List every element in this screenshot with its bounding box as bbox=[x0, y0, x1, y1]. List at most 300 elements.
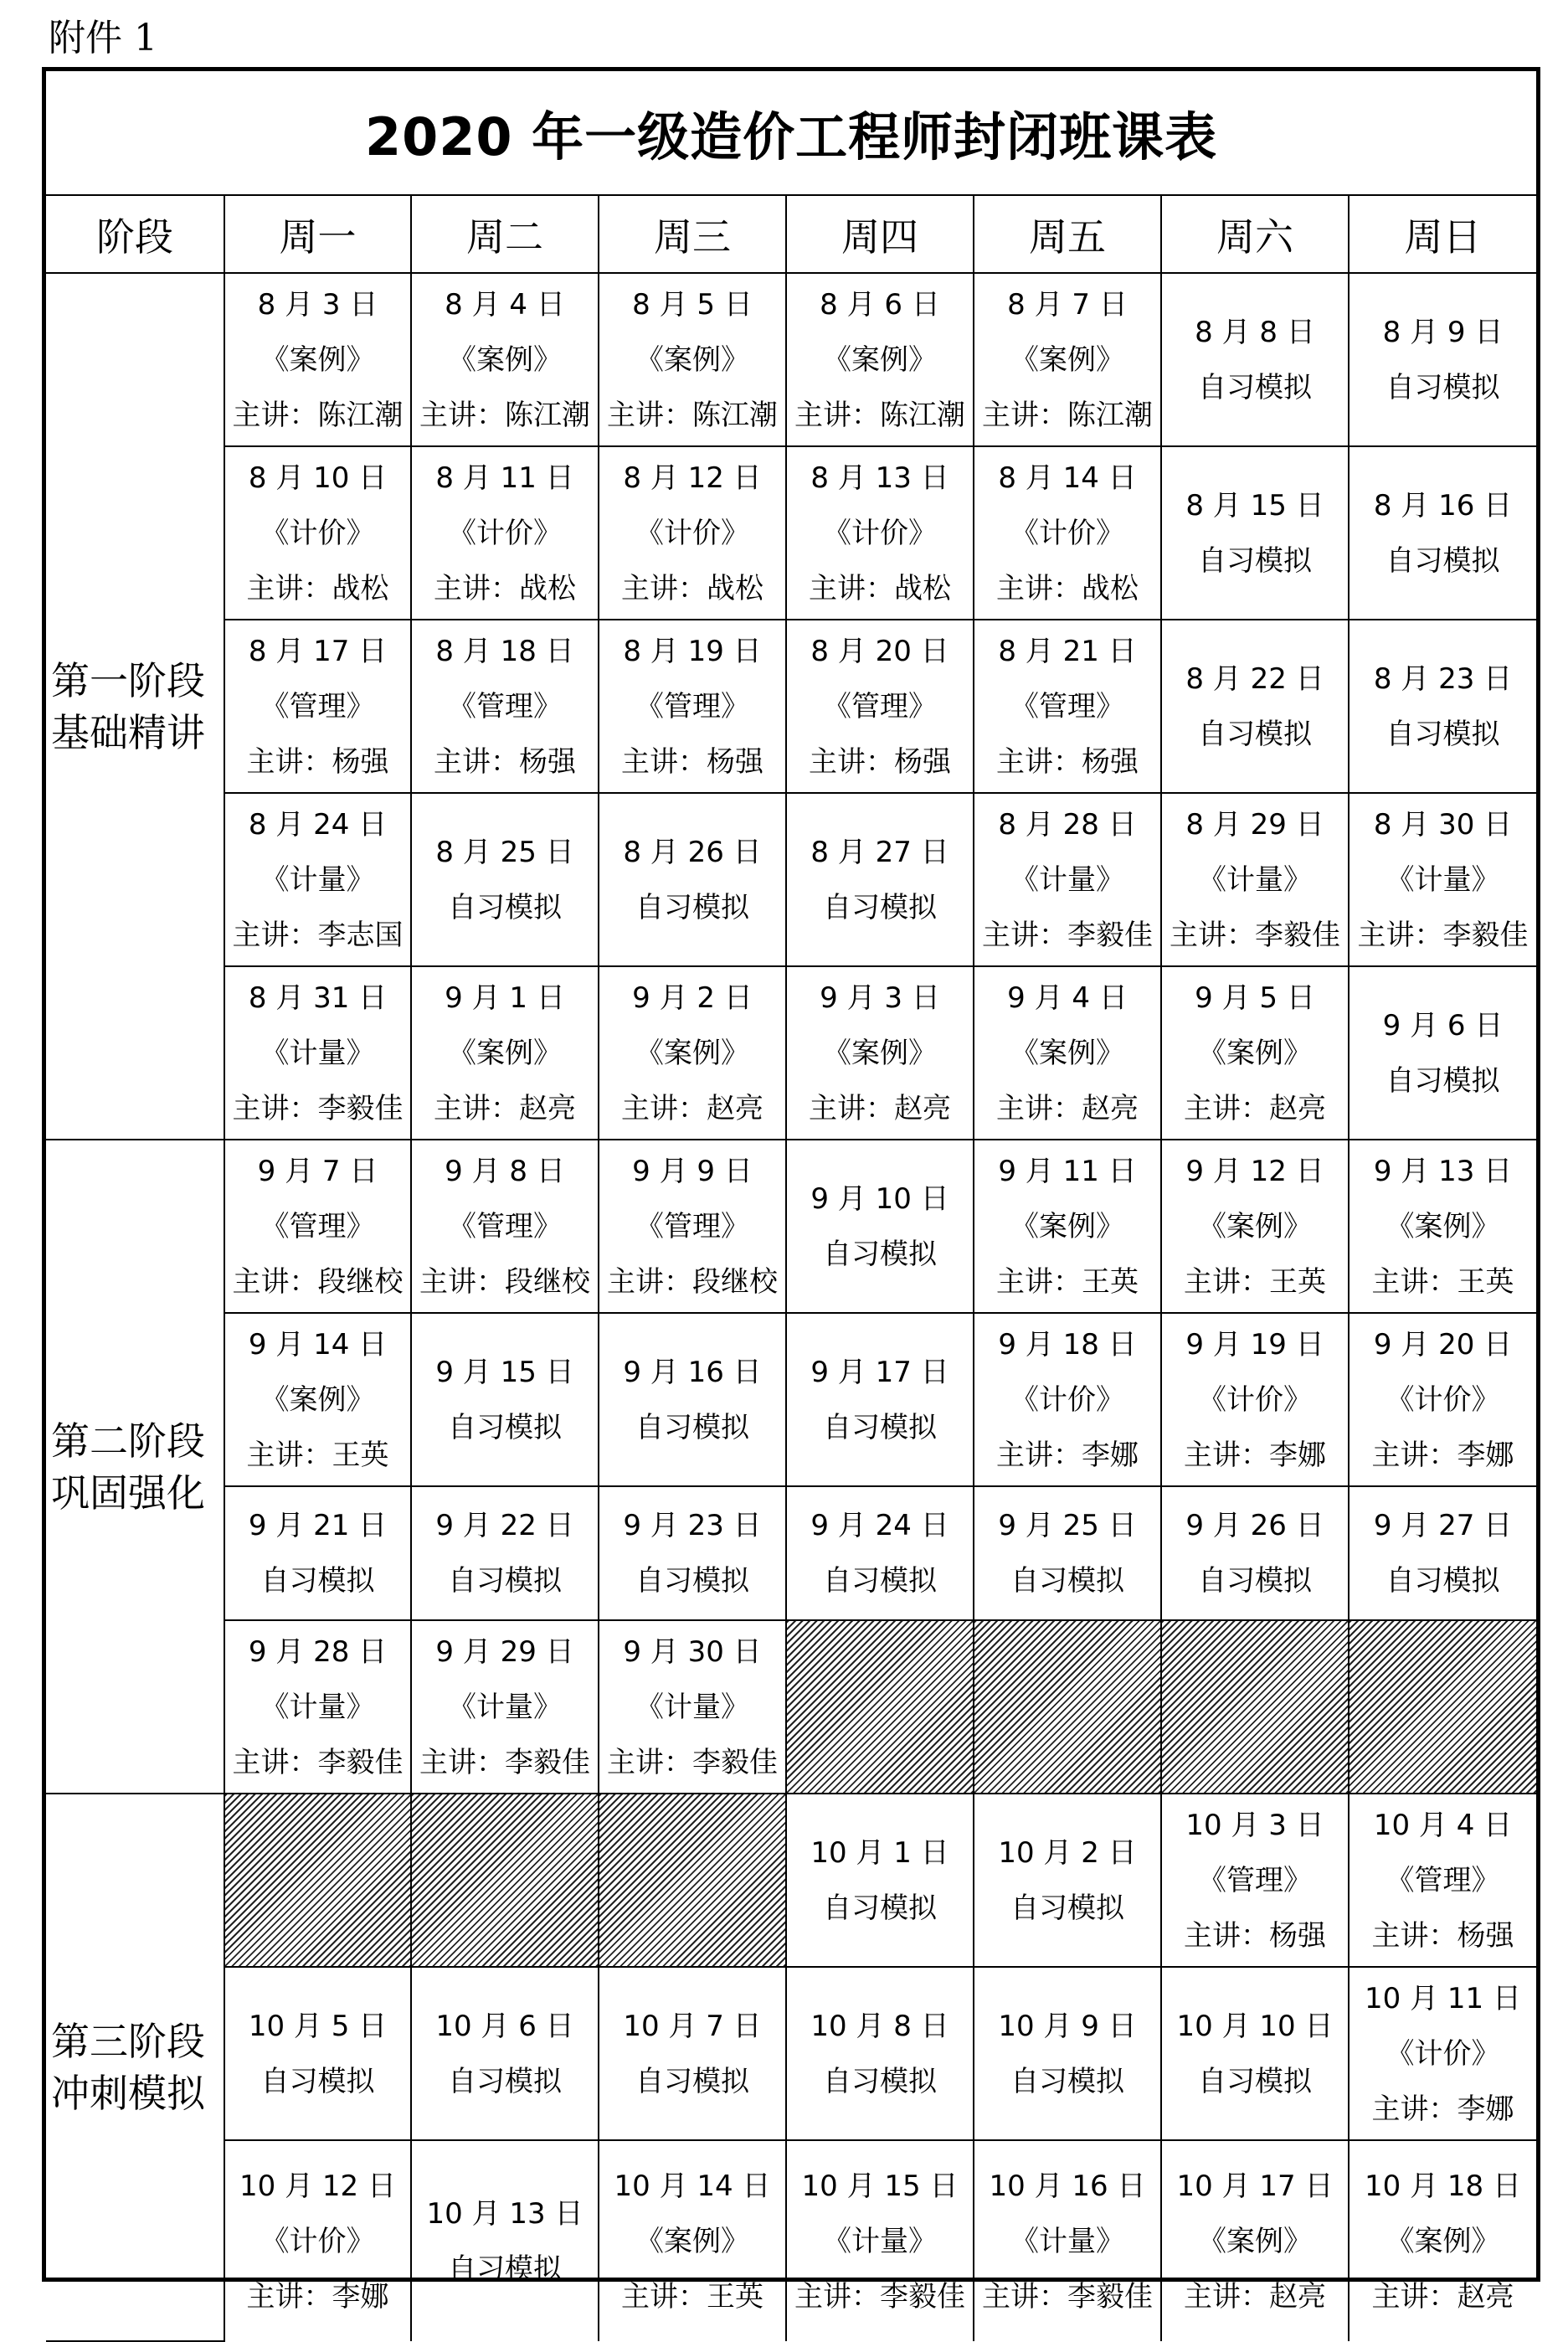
cell-lecturer: 主讲：战松 bbox=[809, 571, 951, 605]
cell-date: 8 月 22 日 bbox=[1185, 661, 1324, 696]
cell-subject: 自习模拟 bbox=[1385, 543, 1500, 578]
cell-subject: 《计量》 bbox=[260, 1036, 375, 1070]
cell-date: 10 月 8 日 bbox=[810, 2009, 949, 2043]
cell-lecturer: 主讲：李娜 bbox=[246, 2279, 389, 2314]
cell-date: 10 月 6 日 bbox=[435, 2009, 574, 2043]
cell-date: 10 月 18 日 bbox=[1365, 2169, 1521, 2203]
phase-label-line: 第二阶段 bbox=[51, 1418, 205, 1464]
hatched-empty-cell bbox=[411, 1794, 599, 1967]
hatched-empty-cell bbox=[599, 1794, 786, 1967]
cell-lecturer: 主讲：赵亮 bbox=[1184, 1091, 1326, 1125]
cell-lecturer: 主讲：赵亮 bbox=[434, 1091, 576, 1125]
cell-date: 10 月 14 日 bbox=[614, 2169, 771, 2203]
cell-date: 9 月 22 日 bbox=[435, 1509, 574, 1542]
cell-subject: 《案例》 bbox=[260, 342, 375, 377]
cell-subject: 《案例》 bbox=[1385, 2224, 1500, 2258]
schedule-cell bbox=[1349, 1140, 1536, 1313]
cell-subject: 自习模拟 bbox=[823, 1564, 937, 1598]
cell-subject: 自习模拟 bbox=[1198, 2064, 1312, 2098]
phase-label bbox=[46, 1794, 224, 2341]
cell-date: 8 月 21 日 bbox=[998, 634, 1137, 668]
cell-subject: 《计量》 bbox=[1385, 862, 1500, 897]
schedule-row bbox=[46, 446, 1536, 620]
cell-lecturer: 主讲：赵亮 bbox=[621, 1091, 763, 1125]
cell-lecturer: 主讲：陈江潮 bbox=[982, 398, 1153, 432]
cell-date: 9 月 30 日 bbox=[623, 1634, 762, 1669]
cell-lecturer: 主讲：李毅佳 bbox=[982, 2279, 1153, 2314]
cell-subject: 《管理》 bbox=[448, 689, 562, 723]
cell-date: 8 月 30 日 bbox=[1373, 807, 1513, 842]
cell-date: 9 月 15 日 bbox=[435, 1355, 574, 1389]
cell-subject: 自习模拟 bbox=[1010, 1564, 1124, 1598]
cell-date: 8 月 9 日 bbox=[1382, 315, 1504, 349]
cell-subject: 自习模拟 bbox=[1385, 717, 1500, 751]
cell-lecturer: 主讲：李娜 bbox=[1371, 2092, 1514, 2126]
cell-lecturer: 主讲：战松 bbox=[434, 571, 576, 605]
cell-subject: 《计价》 bbox=[1385, 2036, 1500, 2071]
schedule-cell bbox=[224, 966, 411, 1140]
cell-lecturer: 主讲：段继校 bbox=[607, 1264, 778, 1299]
schedule-cell bbox=[786, 1794, 974, 1967]
schedule-cell bbox=[974, 966, 1161, 1140]
cell-subject: 《案例》 bbox=[1010, 1036, 1124, 1070]
cell-date: 9 月 18 日 bbox=[998, 1327, 1137, 1361]
cell-subject: 自习模拟 bbox=[635, 890, 749, 924]
schedule-cell bbox=[411, 446, 599, 620]
cell-date: 9 月 23 日 bbox=[623, 1509, 762, 1542]
cell-subject: 《管理》 bbox=[635, 1209, 749, 1243]
schedule-cell bbox=[411, 620, 599, 793]
cell-date: 8 月 8 日 bbox=[1195, 315, 1315, 349]
cell-date: 9 月 14 日 bbox=[248, 1327, 388, 1361]
cell-subject: 《计价》 bbox=[260, 516, 375, 550]
schedule-cell bbox=[599, 1967, 786, 2140]
schedule-cell bbox=[1349, 1967, 1536, 2140]
cell-lecturer: 主讲：段继校 bbox=[232, 1264, 404, 1299]
cell-date: 9 月 1 日 bbox=[445, 981, 565, 1015]
cell-date: 10 月 4 日 bbox=[1373, 1808, 1513, 1842]
cell-date: 8 月 31 日 bbox=[248, 981, 388, 1015]
cell-date: 8 月 11 日 bbox=[435, 461, 574, 495]
cell-date: 8 月 19 日 bbox=[623, 634, 762, 668]
schedule-cell bbox=[411, 966, 599, 1140]
cell-subject: 《计价》 bbox=[1010, 1382, 1124, 1417]
cell-subject: 自习模拟 bbox=[823, 1410, 937, 1444]
cell-lecturer: 主讲：杨强 bbox=[434, 744, 576, 779]
schedule-cell bbox=[411, 273, 599, 446]
schedule-cell bbox=[224, 1967, 411, 2140]
cell-date: 9 月 2 日 bbox=[632, 981, 753, 1015]
schedule-cell bbox=[1161, 1967, 1349, 2140]
cell-subject: 《计价》 bbox=[635, 516, 749, 550]
cell-date: 9 月 20 日 bbox=[1373, 1327, 1513, 1361]
cell-date: 8 月 24 日 bbox=[248, 807, 388, 842]
cell-date: 9 月 19 日 bbox=[1185, 1327, 1324, 1361]
cell-subject: 《计价》 bbox=[448, 516, 562, 550]
schedule-cell bbox=[1161, 966, 1349, 1140]
cell-date: 9 月 6 日 bbox=[1382, 1008, 1504, 1042]
schedule-cell bbox=[224, 2140, 411, 2341]
schedule-cell bbox=[411, 1486, 599, 1620]
cell-date: 9 月 9 日 bbox=[632, 1154, 753, 1188]
cell-subject: 《案例》 bbox=[1198, 1036, 1312, 1070]
schedule-cell bbox=[974, 1794, 1161, 1967]
cell-subject: 自习模拟 bbox=[448, 1564, 562, 1598]
schedule-cell bbox=[411, 1967, 599, 2140]
cell-subject: 《案例》 bbox=[448, 342, 562, 377]
schedule-cell bbox=[974, 620, 1161, 793]
cell-lecturer: 主讲：赵亮 bbox=[1184, 2279, 1326, 2314]
cell-date: 8 月 27 日 bbox=[810, 835, 949, 869]
cell-subject: 《案例》 bbox=[635, 342, 749, 377]
cell-subject: 《计量》 bbox=[448, 1690, 562, 1724]
cell-subject: 《计价》 bbox=[1010, 516, 1124, 550]
cell-lecturer: 主讲：李毅佳 bbox=[1357, 918, 1529, 952]
schedule-cell bbox=[599, 966, 786, 1140]
schedule-cell bbox=[599, 1486, 786, 1620]
schedule-cell bbox=[786, 273, 974, 446]
cell-subject: 自习模拟 bbox=[635, 1564, 749, 1598]
schedule-cell bbox=[1161, 620, 1349, 793]
schedule-cell bbox=[599, 1620, 786, 1794]
schedule-cell bbox=[786, 1313, 974, 1486]
header-monday: 周一 bbox=[224, 195, 411, 273]
cell-lecturer: 主讲：李毅佳 bbox=[232, 1091, 404, 1125]
schedule-cell bbox=[1349, 966, 1536, 1140]
cell-date: 8 月 18 日 bbox=[435, 634, 574, 668]
cell-subject: 《案例》 bbox=[823, 342, 937, 377]
schedule-cell bbox=[786, 2140, 974, 2341]
cell-subject: 自习模拟 bbox=[1010, 1891, 1124, 1925]
schedule-cell bbox=[599, 446, 786, 620]
cell-lecturer: 主讲：杨强 bbox=[1371, 1918, 1514, 1953]
phase-label-line: 巩固强化 bbox=[51, 1470, 205, 1516]
cell-subject: 自习模拟 bbox=[1198, 370, 1312, 404]
cell-date: 9 月 3 日 bbox=[820, 981, 940, 1015]
cell-date: 8 月 16 日 bbox=[1373, 488, 1513, 522]
cell-lecturer: 主讲：赵亮 bbox=[1371, 2279, 1514, 2314]
cell-date: 8 月 5 日 bbox=[632, 287, 753, 322]
cell-date: 8 月 25 日 bbox=[435, 835, 574, 869]
schedule-cell bbox=[411, 793, 599, 966]
cell-lecturer: 主讲：陈江潮 bbox=[232, 398, 404, 432]
header-saturday: 周六 bbox=[1161, 195, 1349, 273]
cell-subject: 自习模拟 bbox=[1198, 543, 1312, 578]
cell-date: 9 月 17 日 bbox=[810, 1355, 949, 1389]
schedule-frame bbox=[42, 67, 1540, 2314]
cell-date: 8 月 15 日 bbox=[1185, 488, 1324, 522]
cell-date: 8 月 17 日 bbox=[248, 634, 388, 668]
schedule-cell bbox=[1161, 1486, 1349, 1620]
cell-subject: 《案例》 bbox=[1385, 1209, 1500, 1243]
schedule-row bbox=[46, 1794, 1536, 1967]
cell-date: 8 月 10 日 bbox=[248, 461, 388, 495]
cell-subject: 自习模拟 bbox=[823, 1237, 937, 1271]
cell-lecturer: 主讲：王英 bbox=[246, 1438, 389, 1472]
cell-subject: 《案例》 bbox=[1010, 342, 1124, 377]
schedule-cell bbox=[599, 1313, 786, 1486]
schedule-cell bbox=[599, 2140, 786, 2341]
cell-date: 9 月 11 日 bbox=[998, 1154, 1137, 1188]
cell-date: 9 月 10 日 bbox=[810, 1181, 949, 1216]
schedule-cell bbox=[1161, 1313, 1349, 1486]
schedule-cell bbox=[599, 1140, 786, 1313]
cell-date: 8 月 6 日 bbox=[820, 287, 940, 322]
cell-lecturer: 主讲：赵亮 bbox=[996, 1091, 1139, 1125]
cell-subject: 自习模拟 bbox=[1010, 2064, 1124, 2098]
cell-subject: 自习模拟 bbox=[1385, 1564, 1500, 1598]
cell-date: 8 月 26 日 bbox=[623, 835, 762, 869]
phase-label bbox=[46, 1140, 224, 1794]
hatched-empty-cell bbox=[1161, 1620, 1349, 1794]
schedule-cell bbox=[1349, 1313, 1536, 1486]
cell-subject: 《管理》 bbox=[1385, 1863, 1500, 1897]
cell-subject: 《计量》 bbox=[1010, 2224, 1124, 2258]
cell-subject: 自习模拟 bbox=[635, 2064, 749, 2098]
cell-date: 9 月 21 日 bbox=[248, 1509, 388, 1542]
cell-subject: 《案例》 bbox=[448, 1036, 562, 1070]
schedule-cell bbox=[1349, 273, 1536, 446]
cell-date: 10 月 9 日 bbox=[998, 2009, 1137, 2043]
schedule-row bbox=[46, 273, 1536, 446]
cell-date: 10 月 16 日 bbox=[989, 2169, 1146, 2203]
cell-subject: 《管理》 bbox=[1198, 1863, 1312, 1897]
phase-label-line: 第一阶段 bbox=[51, 657, 205, 703]
header-thursday: 周四 bbox=[786, 195, 974, 273]
cell-date: 8 月 7 日 bbox=[1007, 287, 1128, 322]
schedule-cell bbox=[224, 793, 411, 966]
phase-label-line: 基础精讲 bbox=[51, 709, 205, 755]
schedule-cell bbox=[224, 446, 411, 620]
cell-date: 9 月 27 日 bbox=[1373, 1509, 1513, 1542]
cell-date: 9 月 5 日 bbox=[1195, 981, 1315, 1015]
cell-lecturer: 主讲：李毅佳 bbox=[419, 1745, 590, 1779]
schedule-cell bbox=[786, 1140, 974, 1313]
schedule-table bbox=[46, 71, 1536, 2342]
schedule-cell bbox=[974, 1967, 1161, 2140]
cell-subject: 自习模拟 bbox=[1385, 1063, 1500, 1098]
schedule-cell bbox=[974, 1313, 1161, 1486]
cell-subject: 自习模拟 bbox=[1198, 1564, 1312, 1598]
cell-subject: 《管理》 bbox=[635, 689, 749, 723]
cell-lecturer: 主讲：李志国 bbox=[232, 918, 404, 952]
header-friday: 周五 bbox=[974, 195, 1161, 273]
schedule-cell bbox=[599, 620, 786, 793]
hatched-empty-cell bbox=[974, 1620, 1161, 1794]
schedule-cell bbox=[411, 1313, 599, 1486]
cell-date: 9 月 13 日 bbox=[1373, 1154, 1513, 1188]
cell-date: 9 月 8 日 bbox=[445, 1154, 565, 1188]
cell-date: 8 月 29 日 bbox=[1185, 807, 1324, 842]
cell-date: 9 月 24 日 bbox=[810, 1509, 949, 1542]
schedule-cell bbox=[1161, 2140, 1349, 2341]
cell-lecturer: 主讲：王英 bbox=[996, 1264, 1139, 1299]
cell-date: 8 月 23 日 bbox=[1373, 661, 1513, 696]
cell-lecturer: 主讲：杨强 bbox=[996, 744, 1139, 779]
header-wednesday: 周三 bbox=[599, 195, 786, 273]
cell-date: 8 月 4 日 bbox=[445, 287, 565, 322]
cell-date: 10 月 7 日 bbox=[623, 2009, 762, 2043]
cell-subject: 《计量》 bbox=[1010, 862, 1124, 897]
cell-subject: 《管理》 bbox=[260, 1209, 375, 1243]
schedule-row bbox=[46, 1620, 1536, 1794]
hatched-empty-cell bbox=[224, 1794, 411, 1967]
cell-lecturer: 主讲：赵亮 bbox=[809, 1091, 951, 1125]
schedule-cell bbox=[224, 620, 411, 793]
cell-lecturer: 主讲：李毅佳 bbox=[982, 918, 1153, 952]
schedule-cell bbox=[1161, 1794, 1349, 1967]
schedule-row bbox=[46, 2140, 1536, 2341]
cell-subject: 《计价》 bbox=[1385, 1382, 1500, 1417]
cell-subject: 《计量》 bbox=[1198, 862, 1312, 897]
schedule-cell bbox=[224, 1313, 411, 1486]
schedule-cell bbox=[1349, 1486, 1536, 1620]
cell-subject: 《案例》 bbox=[1198, 1209, 1312, 1243]
cell-subject: 自习模拟 bbox=[260, 1564, 375, 1598]
cell-date: 9 月 26 日 bbox=[1185, 1509, 1324, 1542]
schedule-cell bbox=[1349, 793, 1536, 966]
schedule-cell bbox=[411, 1140, 599, 1313]
header-row bbox=[46, 195, 1536, 273]
cell-lecturer: 主讲：李娜 bbox=[996, 1438, 1139, 1472]
cell-subject: 自习模拟 bbox=[635, 1410, 749, 1444]
cell-date: 10 月 13 日 bbox=[426, 2196, 584, 2231]
phase-label-line: 冲刺模拟 bbox=[51, 2071, 205, 2116]
schedule-cell bbox=[411, 1620, 599, 1794]
cell-lecturer: 主讲：李毅佳 bbox=[1170, 918, 1340, 952]
header-phase: 阶段 bbox=[46, 195, 224, 273]
cell-date: 9 月 25 日 bbox=[998, 1509, 1137, 1542]
schedule-cell bbox=[974, 1140, 1161, 1313]
cell-lecturer: 主讲：李毅佳 bbox=[232, 1745, 404, 1779]
cell-subject: 《管理》 bbox=[1010, 689, 1124, 723]
schedule-cell bbox=[1161, 273, 1349, 446]
schedule-cell bbox=[786, 1967, 974, 2140]
cell-subject: 《案例》 bbox=[823, 1036, 937, 1070]
schedule-cell bbox=[599, 793, 786, 966]
cell-date: 10 月 15 日 bbox=[801, 2169, 959, 2203]
cell-subject: 《案例》 bbox=[260, 1382, 375, 1417]
page-title: 2020 年一级造价工程师封闭班课表 bbox=[46, 71, 1536, 195]
phase-label-line: 第三阶段 bbox=[51, 2019, 205, 2064]
cell-subject: 《计量》 bbox=[635, 1690, 749, 1724]
cell-date: 10 月 2 日 bbox=[998, 1835, 1137, 1870]
cell-lecturer: 主讲：陈江潮 bbox=[794, 398, 965, 432]
cell-subject: 《管理》 bbox=[260, 689, 375, 723]
cell-subject: 自习模拟 bbox=[448, 2252, 562, 2286]
cell-date: 9 月 7 日 bbox=[257, 1154, 378, 1188]
cell-date: 9 月 28 日 bbox=[248, 1634, 388, 1669]
cell-date: 10 月 5 日 bbox=[248, 2009, 388, 2043]
cell-lecturer: 主讲：战松 bbox=[996, 571, 1139, 605]
cell-subject: 自习模拟 bbox=[823, 2064, 937, 2098]
cell-lecturer: 主讲：陈江潮 bbox=[419, 398, 590, 432]
schedule-row bbox=[46, 620, 1536, 793]
attachment-label: 附件 1 bbox=[49, 17, 157, 59]
cell-date: 8 月 28 日 bbox=[998, 807, 1137, 842]
cell-lecturer: 主讲：王英 bbox=[1184, 1264, 1326, 1299]
schedule-row bbox=[46, 793, 1536, 966]
schedule-cell bbox=[786, 966, 974, 1140]
schedule-cell bbox=[974, 273, 1161, 446]
cell-subject: 《计价》 bbox=[1198, 1382, 1312, 1417]
cell-subject: 自习模拟 bbox=[448, 2064, 562, 2098]
hatched-empty-cell bbox=[1349, 1620, 1536, 1794]
schedule-cell bbox=[224, 1620, 411, 1794]
cell-date: 9 月 4 日 bbox=[1007, 981, 1128, 1015]
cell-date: 8 月 14 日 bbox=[998, 461, 1137, 495]
schedule-cell bbox=[1349, 1794, 1536, 1967]
schedule-row bbox=[46, 1967, 1536, 2140]
schedule-cell bbox=[411, 2140, 599, 2341]
cell-subject: 《管理》 bbox=[448, 1209, 562, 1243]
cell-subject: 自习模拟 bbox=[260, 2064, 375, 2098]
schedule-cell bbox=[224, 1486, 411, 1620]
schedule-cell bbox=[974, 1486, 1161, 1620]
cell-lecturer: 主讲：王英 bbox=[1371, 1264, 1514, 1299]
cell-subject: 自习模拟 bbox=[448, 1410, 562, 1444]
cell-date: 8 月 20 日 bbox=[810, 634, 949, 668]
cell-subject: 《计价》 bbox=[260, 2224, 375, 2258]
schedule-cell bbox=[599, 273, 786, 446]
cell-date: 8 月 12 日 bbox=[623, 461, 762, 495]
schedule-cell bbox=[974, 2140, 1161, 2341]
cell-date: 10 月 12 日 bbox=[239, 2169, 396, 2203]
schedule-cell bbox=[1349, 620, 1536, 793]
cell-date: 8 月 3 日 bbox=[257, 287, 378, 322]
cell-date: 9 月 16 日 bbox=[623, 1355, 762, 1389]
header-sunday: 周日 bbox=[1349, 195, 1536, 273]
cell-date: 9 月 12 日 bbox=[1185, 1154, 1324, 1188]
cell-lecturer: 主讲：陈江潮 bbox=[607, 398, 778, 432]
schedule-cell bbox=[786, 1486, 974, 1620]
schedule-cell bbox=[1349, 446, 1536, 620]
schedule-cell bbox=[1161, 446, 1349, 620]
cell-lecturer: 主讲：杨强 bbox=[809, 744, 951, 779]
cell-subject: 《计量》 bbox=[260, 862, 375, 897]
schedule-cell bbox=[224, 273, 411, 446]
cell-lecturer: 主讲：李娜 bbox=[1371, 1438, 1514, 1472]
cell-date: 10 月 1 日 bbox=[810, 1835, 949, 1870]
cell-lecturer: 主讲：战松 bbox=[621, 571, 763, 605]
cell-subject: 《管理》 bbox=[823, 689, 937, 723]
schedule-row bbox=[46, 1486, 1536, 1620]
cell-date: 10 月 17 日 bbox=[1176, 2169, 1334, 2203]
header-tuesday: 周二 bbox=[411, 195, 599, 273]
phase-label bbox=[46, 273, 224, 1140]
cell-lecturer: 主讲：杨强 bbox=[621, 744, 763, 779]
schedule-cell bbox=[974, 793, 1161, 966]
cell-subject: 《计价》 bbox=[823, 516, 937, 550]
cell-lecturer: 主讲：李毅佳 bbox=[607, 1745, 778, 1779]
cell-date: 10 月 10 日 bbox=[1176, 2009, 1334, 2043]
schedule-cell bbox=[1349, 2140, 1536, 2341]
cell-lecturer: 主讲：王英 bbox=[621, 2279, 763, 2314]
schedule-cell bbox=[1161, 1140, 1349, 1313]
schedule-cell bbox=[786, 446, 974, 620]
cell-lecturer: 主讲：段继校 bbox=[419, 1264, 590, 1299]
schedule-cell bbox=[786, 793, 974, 966]
schedule-row bbox=[46, 1140, 1536, 1313]
cell-date: 9 月 29 日 bbox=[435, 1634, 574, 1669]
hatched-empty-cell bbox=[786, 1620, 974, 1794]
schedule-row bbox=[46, 1313, 1536, 1486]
cell-date: 10 月 3 日 bbox=[1185, 1808, 1324, 1842]
schedule-cell bbox=[1161, 793, 1349, 966]
cell-subject: 自习模拟 bbox=[823, 1891, 937, 1925]
schedule-row bbox=[46, 966, 1536, 1140]
schedule-cell bbox=[974, 446, 1161, 620]
